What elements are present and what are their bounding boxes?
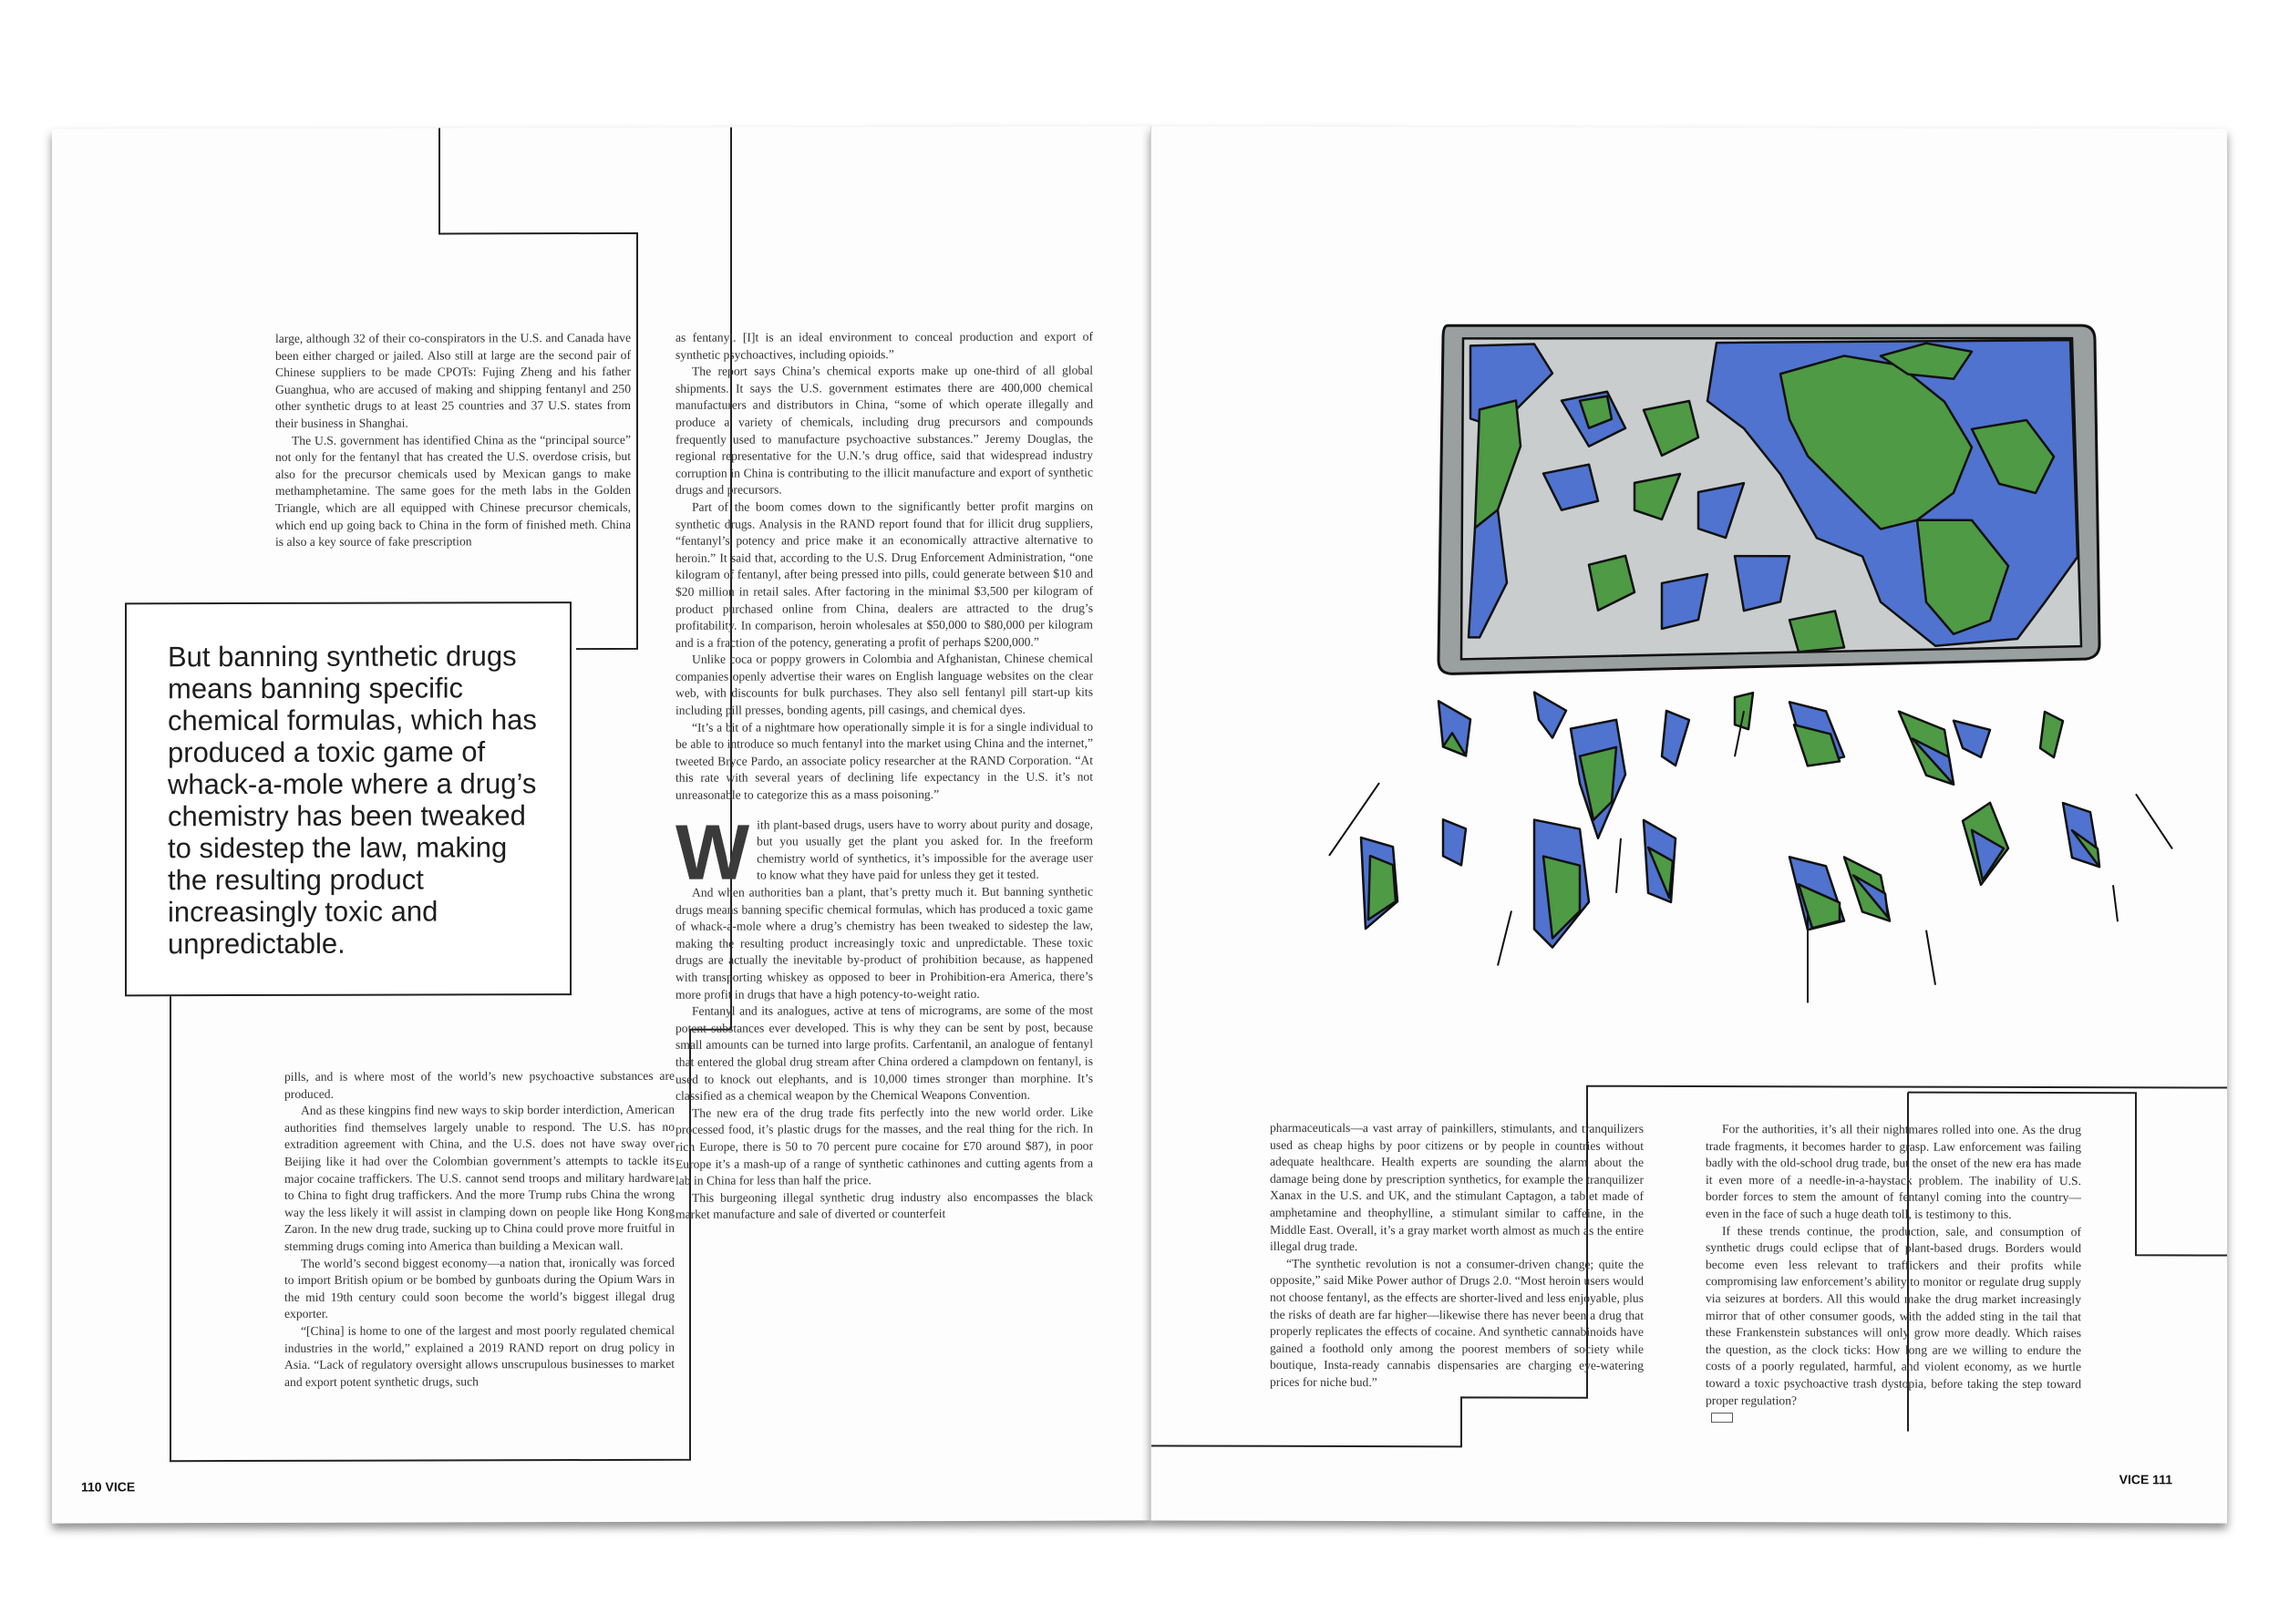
paragraph: For the authorities, it’s all their nightmares rolled into one. As the drug trade fragments, it becomes harder to grasp. Law enforcement was failing badly with the old-school drug trade, but the onset of the new era has made it even more of a needle-in-a-haystack problem. The inability of U.S. border forces to stem the amount of fentanyl coming into the country—even in the face of such a huge death toll, is testimony to this. <box>1706 1122 2081 1221</box>
paragraph: pharmaceuticals—a vast array of painkillers, stimulants, and tranquilizers used as cheap highs by poor citizens or by people in countries without adequate healthcare. Health experts are sounding the alarm about the damage being done by prescription synthetics, for example the tranquilizer Xanax in the U.S. and UK, and the stimulant Captagon, a tablet made of amphetamine and theophylline, a stimulant similar to caffeine, in the Middle East. Overall, it’s a gray market worth almost as much as the entire illegal drug trade. <box>1270 1120 1644 1254</box>
paragraph: The world’s second biggest economy—a nation that, ironically was forced to import British opium or be bombed by gunboats during the Opium Wars in the mid 19th century could soon become the world’s biggest illegal drug exporter. <box>284 1255 675 1321</box>
drop-cap: W <box>675 808 750 897</box>
column-2 <box>675 329 1093 1224</box>
left-page <box>52 126 1150 1523</box>
broken-world-map-illustration <box>1151 126 2227 1113</box>
column-3 <box>1270 1120 1644 1393</box>
paragraph: Part of the boom comes down to the significantly better profit margins on synthetic drugs. Analysis in the RAND report found that for illicit drug suppliers, “fentanyl’s potency and price make it an economically attractive alternative to heroin.” It said that, according to the U.S. Drug Enforcement Administration, “one kilogram of fentanyl, after being pressed into pills, could generate between $10 and $20 million in retail sales. After factoring in the minimal $3,500 per kilogram of product purchased online from China, dealers are attracted to the drug’s profitability. In comparison, heroin wholesales at $50,000 to $80,000 per kilogram and is a fraction of the potency, generating a profit of perhaps $200,000.” <box>675 499 1093 650</box>
paragraph: as fentanyl. [I]t is an ideal environment to conceal production and export of synthetic psychoactives, including opioids.” <box>675 329 1093 362</box>
right-page <box>1150 126 2227 1523</box>
drop-cap-text: ith plant-based drugs, users have to worry about purity and dosage, but you usually get the plant you asked for. In the freeform chemistry world of synthetics, it’s impossible for the average user to know what they have paid for unless they get it tested. <box>757 817 1093 882</box>
drop-cap-paragraph <box>675 808 1093 897</box>
end-mark-icon <box>1711 1413 1733 1424</box>
paragraph: “[China] is home to one of the largest and most poorly regulated chemical industries in the world,” explained a 2019 RAND report on drug policy in Asia. “Lack of regulatory oversight allows unscrupulous businesses to market and export potent synthetic drugs, such <box>284 1322 675 1389</box>
column-4 <box>1706 1121 2081 1427</box>
paragraph: And when authorities ban a plant, that’s pretty much it. But banning synthetic drugs means banning specific chemical formulas, which has produced a toxic game of whack-a-mole where a drug’s chemistry has been tweaked to sidestep the law, making the resulting product increasingly toxic and unpredictable. These toxic drugs are actually the inevitable by-product of prohibition because, as happened with transporting whiskey as opposed to beer in Prohibition-era America, there’s more profit in drugs that have a high potency-to-weight ratio. <box>675 884 1093 1002</box>
page-number-left: 110 VICE <box>81 1479 136 1495</box>
page-number-right: VICE 111 <box>2119 1472 2172 1487</box>
paragraph: The report says China’s chemical exports make up one-third of all global shipments. It says the U.S. government estimates there are 400,000 chemical manufacturers and distributors in China, “some of which operate illegally and produce a variety of chemicals, including drug precursors and compounds frequently used to manufacture psychoactive substances.” Jeremy Douglas, the regional representative for the U.N.’s drug office, said that widespread industry corruption in China is contributing to the illicit manufacture and export of synthetic drugs and precursors. <box>675 363 1093 498</box>
paragraph: Unlike coca or poppy growers in Colombia and Afghanistan, Chinese chemical companies openly advertise their wares on English language websites on the clear web, with discounts for bulk purchases. They also sell fentanyl pill start-up kits including pill presses, bonding agents, pill casings, and chemical dyes. <box>675 651 1093 717</box>
paragraph: And as these kingpins find new ways to skip border interdiction, American authorities find themselves largely unable to respond. The U.S. has no extradition agreement with China, and the U.S. does not have sway over Beijing like it had over the Colombian government’s attempts to tackle its major cocaine traffickers. The U.S. cannot send troops and military hardware to China to fight drug traffickers. And the more Trump rubs China the wrong way the less likely it will assist in clamping down on people like Hong Kong Zaron. In the new drug trade, sucking up to China could prove more fruitful in stemming drugs coming into America than building a Mexican wall. <box>284 1102 675 1253</box>
pull-quote: But banning synthetic drugs means banning specific chemical formulas, which has produced a toxic game of whack-a-mole where a drug’s chemistry has been tweaked to sidestep the law, making the resulting product increasingly toxic and unpredictable. <box>168 640 537 961</box>
magazine-spread <box>52 128 2222 1522</box>
paragraph: If these trends continue, the production, sale, and consumption of synthetic drugs could eclipse that of plant-based drugs. Borders would become even less relevant to traffickers and their profits while compromising law enforcement’s ability to monitor or regulate drug supply via seizures at borders. All this would make the drug market increasingly mirror that of other consumer goods, with the added sting in the tail that these Frankenstein substances will only grow more deadly. Which raises the question, as the clock ticks: How long are we willing to endure the costs of a poorly regulated, harmful, and violent economy, as we hurtle toward a toxic psychoactive trash dystopia, before taking the step toward proper regulation? <box>1706 1223 2081 1407</box>
paragraph: This burgeoning illegal synthetic drug industry also encompasses the black market manufacture and sale of diverted or counterfeit <box>675 1189 1093 1222</box>
column-1-bottom <box>284 1068 675 1391</box>
column-1-top <box>275 330 631 551</box>
paragraph: large, although 32 of their co-conspirators in the U.S. and Canada have been either charged or jailed. Also still at large are the second pair of Chinese suppliers to be made CPOTs: Fujing Zheng and his father Guanghua, who are accused of making and shipping fentanyl and 250 other synthetic drugs to at least 25 countries and 37 U.S. states from their business in Shanghai. <box>275 330 631 430</box>
paragraph: Fentanyl and its analogues, active at tens of micrograms, are some of the most potent substances ever developed. This is why they can be sent by post, because small amounts can be turned into large profits. Carfentanil, an analogue of fentanyl that entered the global drug stream after China ordered a clampdown on fentanyl, is used to knock out elephants, and is 10,000 times stronger than morphine. It’s classified as a chemical weapon by the Chemical Weapons Convention. <box>675 1002 1093 1103</box>
paragraph: The new era of the drug trade fits perfectly into the new world order. Like processed food, it’s plastic drugs for the masses, and the real thing for the rich. In rich Europe, there is 50 to 70 percent pure cocaine for £70 around $87), in poor Europe it’s a mash-up of a range of synthetic cathinones and cutting agents from a lab in China for less than half the price. <box>675 1105 1093 1187</box>
paragraph: pills, and is where most of the world’s new psychoactive substances are produced. <box>284 1068 675 1101</box>
paragraph: “It’s a bit of a nightmare how operationally simple it is for a single individual to be able to introduce so much fentanyl into the market using China and the internet,” tweeted Bryce Pardo, an associate policy researcher at the RAND Corporation. “At this rate with several years of declining life expectancy in the U.S. it’s not unreasonable to categorize this as a mass poisoning.” <box>675 719 1093 802</box>
paragraph: “The synthetic revolution is not a consumer-driven change; quite the opposite,” said Mike Power author of Drugs 2.0. “Most heroin users would not choose fentanyl, as the effects are shorter-lived and less enjoyable, plus the risks of death are far higher—likewise there has never been a drug that properly replicates the effects of cocaine. And synthetic cannabinoids have gained a foothold only among the poorest members of society while boutique, Insta-ready cannabis dispensaries are charging eye-watering prices for niche bud.” <box>1270 1256 1644 1390</box>
pull-quote-box <box>125 601 572 996</box>
paragraph: The U.S. government has identified China as the “principal source” not only for the fentanyl that has created the U.S. overdose crisis, but also for the precursor chemicals used by Mexican gangs to make methamphetamine. The same goes for the meth labs in the Golden Triangle, which are all equipped with Chinese precursor chemicals, which end up going back to China in the form of finished meth. China is also a key source of fake prescription <box>275 432 631 550</box>
